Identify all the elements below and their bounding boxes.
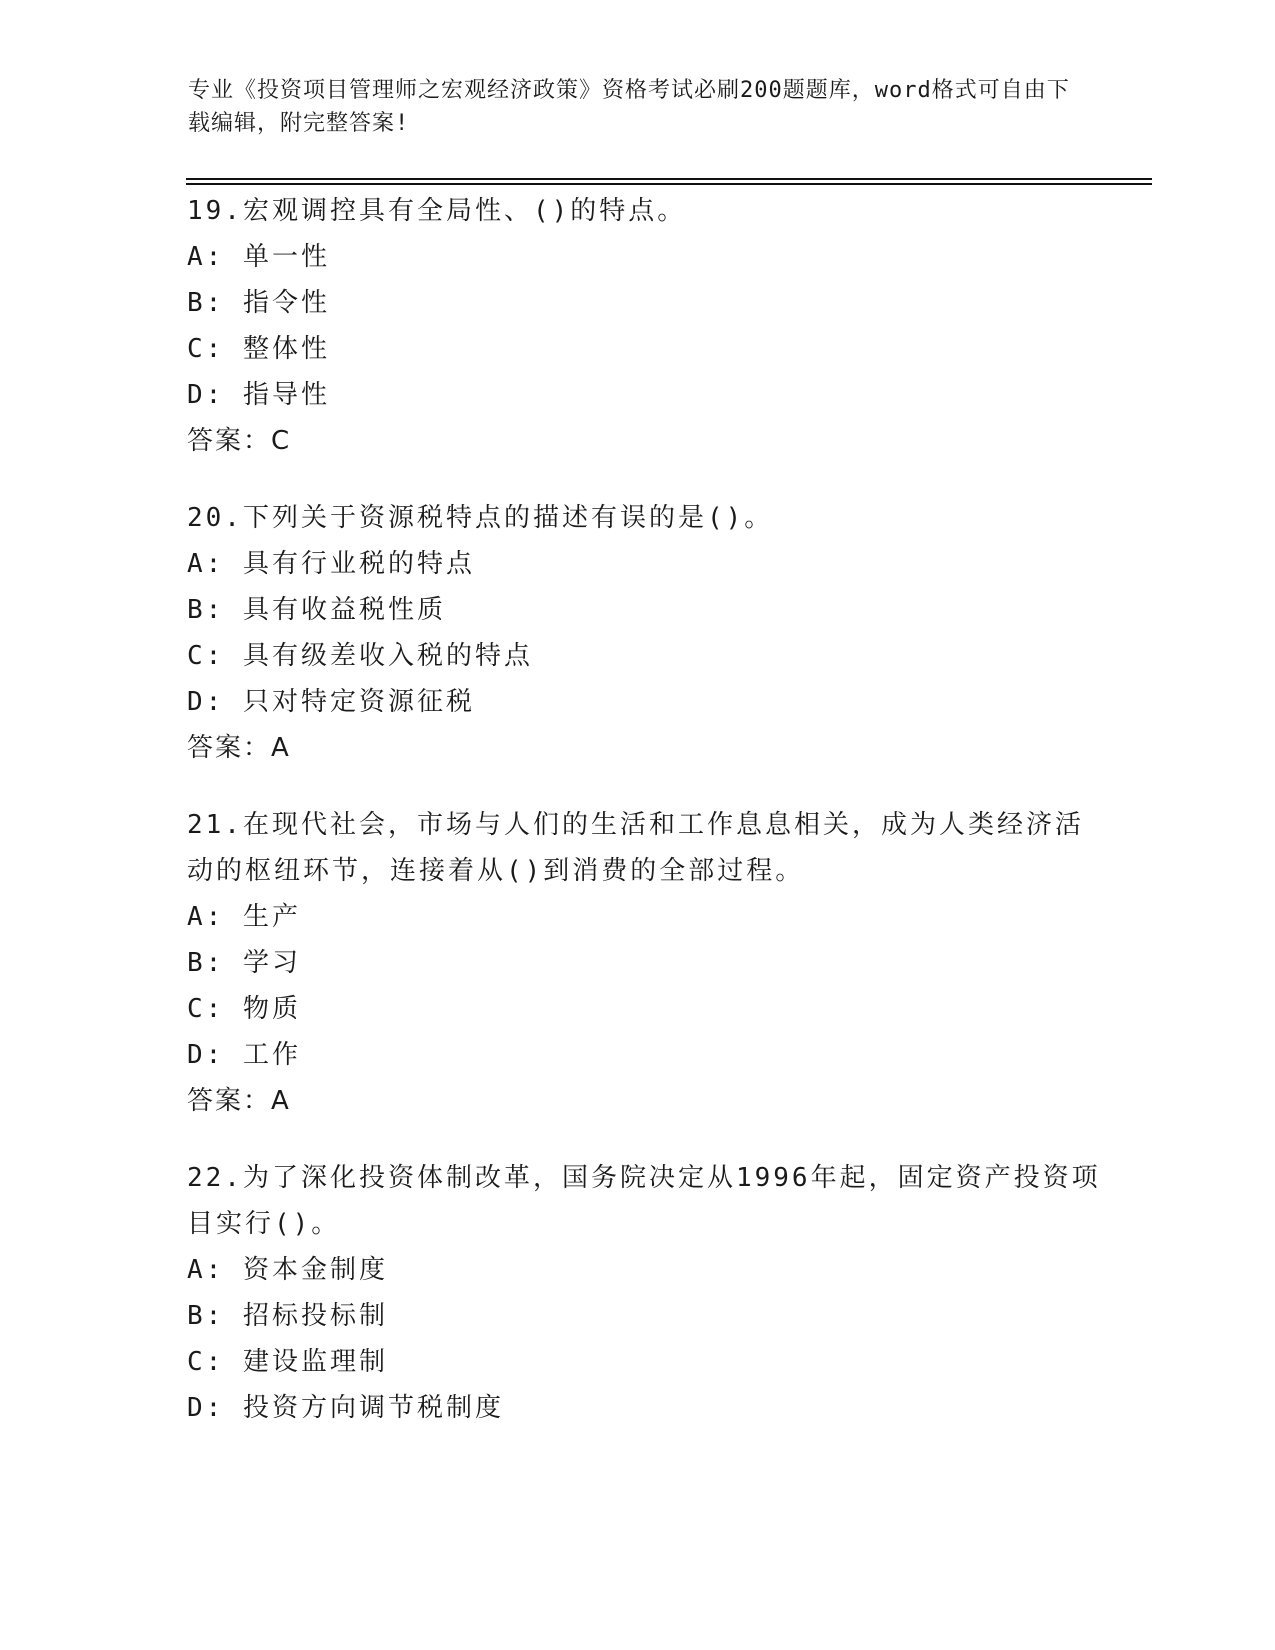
question-stem: 20.下列关于资源税特点的描述有误的是()。	[187, 503, 774, 533]
question-list	[187, 188, 1107, 1462]
answer-label: 答案：C	[187, 426, 292, 456]
question-stem: 21.在现代社会，市场与人们的生活和工作息息相关，成为人类经济活动的枢纽环节，连接着从()到消费的全部过程。	[187, 810, 1084, 886]
option-d: D: 投资方向调节税制度	[187, 1393, 504, 1423]
option-c: C: 具有级差收入税的特点	[187, 641, 533, 671]
option-c: C: 物质	[187, 994, 301, 1024]
answer-label: 答案：A	[187, 733, 291, 763]
header-divider-bottom	[186, 183, 1152, 185]
document-header-title: 专业《投资项目管理师之宏观经济政策》资格考试必刷200题题库，word格式可自由下载编辑，附完整答案!	[188, 78, 1070, 136]
question-20	[187, 495, 1107, 771]
question-19	[187, 188, 1107, 464]
option-b: B: 招标投标制	[187, 1301, 388, 1331]
question-21	[187, 802, 1107, 1124]
option-a: A: 生产	[187, 902, 301, 932]
option-a: A: 单一性	[187, 242, 330, 272]
option-b: B: 学习	[187, 948, 301, 978]
option-a: A: 具有行业税的特点	[187, 549, 475, 579]
option-d: D: 工作	[187, 1040, 301, 1070]
option-d: D: 只对特定资源征税	[187, 687, 475, 717]
option-b: B: 指令性	[187, 288, 330, 318]
question-stem: 19.宏观调控具有全局性、()的特点。	[187, 196, 687, 226]
option-d: D: 指导性	[187, 380, 330, 410]
option-c: C: 整体性	[187, 334, 330, 364]
answer-label: 答案：A	[187, 1086, 291, 1116]
question-22	[187, 1155, 1107, 1431]
option-a: A: 资本金制度	[187, 1255, 388, 1285]
question-stem: 22.为了深化投资体制改革，国务院决定从1996年起，固定资产投资项目实行()。	[187, 1163, 1101, 1239]
option-c: C: 建设监理制	[187, 1347, 388, 1377]
option-b: B: 具有收益税性质	[187, 595, 446, 625]
header-divider-top	[186, 178, 1152, 180]
